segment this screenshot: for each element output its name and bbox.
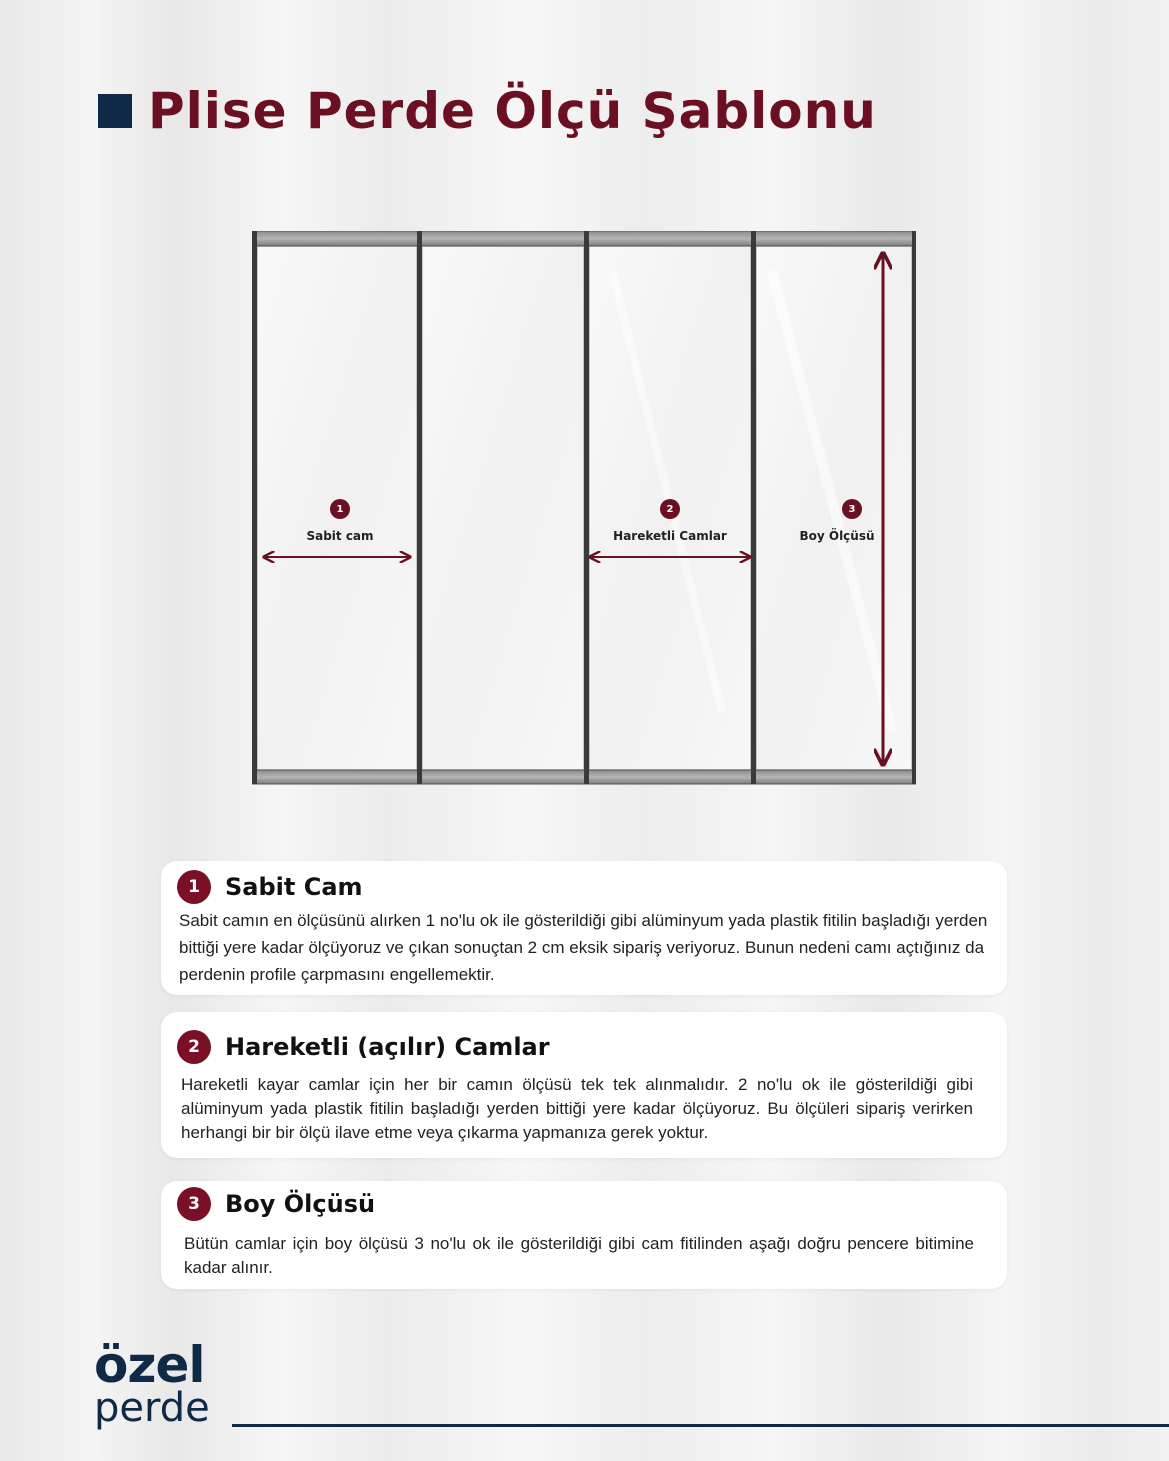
post-right (912, 231, 916, 784)
info-card-sabit-cam (161, 861, 1007, 995)
page-title: Plise Perde Ölçü Şablonu (148, 82, 877, 140)
card-number-badge: 1 (177, 870, 211, 904)
title-bullet-square (98, 94, 132, 128)
post-3 (751, 231, 756, 784)
card-number-badge: 2 (177, 1030, 211, 1064)
page-header (98, 82, 877, 140)
footer-divider (232, 1424, 1169, 1427)
brand-logo (94, 1336, 210, 1431)
card-header (177, 870, 363, 904)
diagram-badge-2: 2 (660, 499, 680, 519)
diagram-label-1: Sabit cam (306, 529, 374, 543)
card-header (177, 1187, 375, 1221)
card-description: Hareketli kayar camlar için her bir camın ölçüsü tek tek alınmalıdır. 2 no'lu ok ile gösterildiği gibi alüminyum yada plastik fitilin başladığı yerden bittiği yere kadar ölçüyoruz. Bu ölçüleri sipariş verirken herhangi bir bir ölçü ilave etme veya çıkarma yapmanıza gerek yoktur. (181, 1075, 973, 1142)
diagram-badge-3: 3 (842, 499, 862, 519)
post-1 (417, 231, 422, 784)
logo-word-top: özel (94, 1336, 205, 1394)
card-title: Boy Ölçüsü (225, 1190, 376, 1218)
card-description: Sabit camın en ölçüsünü alırken 1 no'lu ok ile gösterildiği gibi alüminyum yada plastik fitilin başladığı yerden bittiği yere kadar ölçüyoruz ve çıkan sonuçtan 2 cm eksik sipariş veriyoruz. Bunun nedeni camı açtığınız da perdenin profile çarpmasını engellemektir. (179, 911, 988, 984)
info-card-boy-olcusu (161, 1181, 1007, 1289)
info-card-hareketli-camlar (161, 1012, 1007, 1158)
glass-pane-2 (422, 246, 584, 770)
diagram-label-2: Hareketli Camlar (613, 529, 727, 543)
card-header (177, 1030, 550, 1064)
card-description: Bütün camlar için boy ölçüsü 3 no'lu ok ile gösterildiği gibi cam fitilinden aşağı doğru pencere bitimine kadar alınır. (184, 1234, 974, 1277)
diagram-badge-1: 1 (330, 499, 350, 519)
window-diagram (252, 231, 916, 786)
window-diagram-svg (252, 231, 916, 786)
diagram-label-3: Boy Ölçüsü (799, 529, 875, 543)
card-title: Sabit Cam (225, 873, 363, 901)
post-2 (584, 231, 589, 784)
post-left (252, 231, 257, 784)
card-number-badge: 3 (177, 1187, 211, 1221)
logo-word-bottom: perde (94, 1385, 210, 1431)
card-title: Hareketli (açılır) Camlar (225, 1033, 550, 1061)
